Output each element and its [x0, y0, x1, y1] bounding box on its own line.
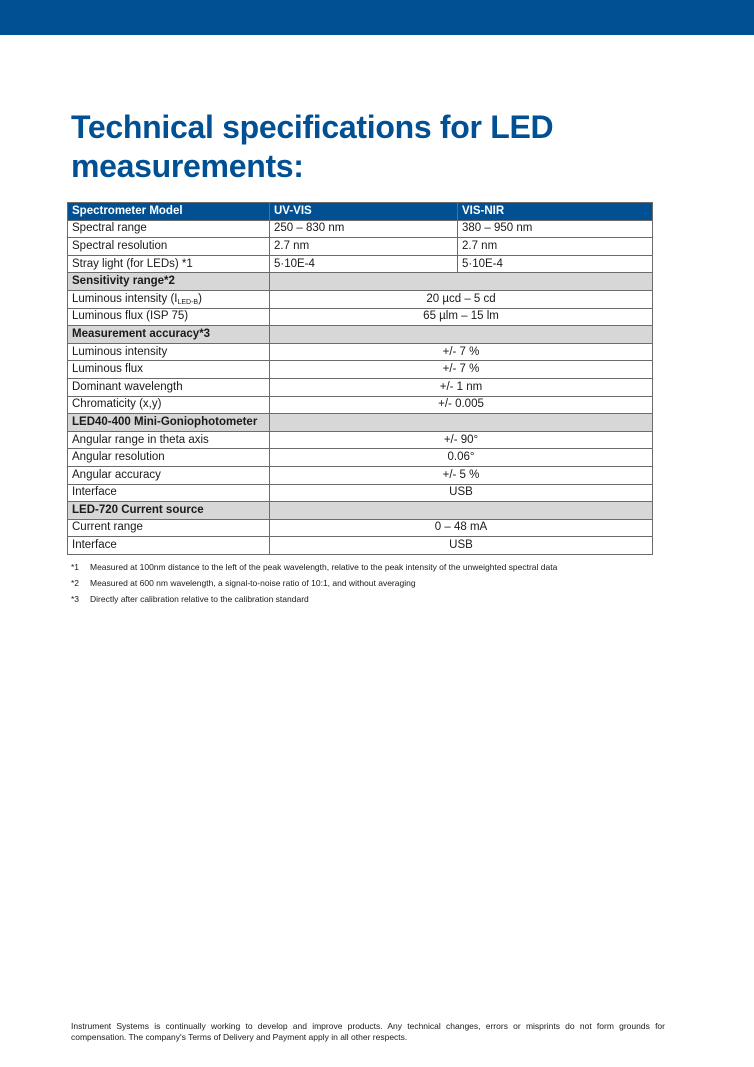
merged-value: +/- 7 % — [270, 343, 653, 361]
merged-value: +/- 1 nm — [270, 378, 653, 396]
section-row-sensitivity — [68, 273, 653, 291]
luminous-intensity-label-close: ) — [198, 292, 202, 305]
footnote-3 — [71, 593, 631, 609]
footnote-text: Measured at 100nm distance to the left of the peak wavelength, relative to the peak intensity of the unweighted spectral data — [90, 562, 558, 572]
row-label: Dominant wavelength — [68, 378, 270, 396]
footnote-2 — [71, 577, 631, 593]
header-cell-uv-vis: UV-VIS — [270, 203, 458, 221]
row-label: Angular range in theta axis — [68, 431, 270, 449]
merged-value: +/- 7 % — [270, 361, 653, 379]
table-row — [68, 484, 653, 502]
section-filler — [270, 414, 653, 432]
section-label: LED-720 Current source — [68, 502, 270, 520]
header-cell-vis-nir: VIS-NIR — [458, 203, 653, 221]
row-label: Luminous flux (ISP 75) — [68, 308, 270, 326]
row-label: Luminous intensity — [68, 343, 270, 361]
table-row — [68, 290, 653, 308]
section-row-current-source — [68, 502, 653, 520]
footnote-1 — [71, 561, 631, 577]
legal-footer: Instrument Systems is continually working to develop and improve products. Any technical changes, errors or misprints do not form grounds for compensation. The company's Terms of Delivery and Payment apply in all other respects. — [71, 1021, 665, 1042]
row-label: Angular resolution — [68, 449, 270, 467]
merged-value: 0.06° — [270, 449, 653, 467]
merged-value: +/- 0.005 — [270, 396, 653, 414]
section-filler — [270, 326, 653, 344]
merged-value: 0 – 48 mA — [270, 519, 653, 537]
specifications-table — [67, 202, 653, 555]
row-label: Spectral range — [68, 220, 270, 238]
table-row — [68, 396, 653, 414]
header-band — [0, 0, 754, 35]
footnote-text: Directly after calibration relative to the calibration standard — [90, 594, 309, 604]
section-row-goniophotometer — [68, 414, 653, 432]
footnotes — [71, 561, 631, 609]
table-row — [68, 519, 653, 537]
uv-vis-value: 2.7 nm — [270, 238, 458, 256]
table-row — [68, 255, 653, 273]
merged-value: 20 µcd – 5 cd — [270, 290, 653, 308]
row-label: Angular accuracy — [68, 466, 270, 484]
led-b-subscript: LED-B — [177, 298, 199, 306]
section-row-accuracy — [68, 326, 653, 344]
table-row — [68, 466, 653, 484]
row-label: Spectral resolution — [68, 238, 270, 256]
section-label: LED40-400 Mini-Goniophotometer — [68, 414, 270, 432]
table-row — [68, 220, 653, 238]
vis-nir-value: 5·10E-4 — [458, 255, 653, 273]
row-label: Current range — [68, 519, 270, 537]
merged-value: USB — [270, 484, 653, 502]
uv-vis-value: 250 – 830 nm — [270, 220, 458, 238]
table-row — [68, 537, 653, 555]
uv-vis-value: 5·10E-4 — [270, 255, 458, 273]
row-label — [68, 290, 270, 308]
page-title — [71, 108, 631, 186]
vis-nir-value: 2.7 nm — [458, 238, 653, 256]
section-label: Sensitivity range*2 — [68, 273, 270, 291]
vis-nir-value: 380 – 950 nm — [458, 220, 653, 238]
row-label: Stray light (for LEDs) *1 — [68, 255, 270, 273]
section-filler — [270, 273, 653, 291]
row-label: Interface — [68, 537, 270, 555]
merged-value: USB — [270, 537, 653, 555]
table-row — [68, 343, 653, 361]
table-row — [68, 361, 653, 379]
footnote-text: Measured at 600 nm wavelength, a signal-to-noise ratio of 10:1, and without averaging — [90, 578, 416, 588]
merged-value: +/- 5 % — [270, 466, 653, 484]
footnote-mark: *1 — [71, 562, 80, 572]
merged-value: +/- 90° — [270, 431, 653, 449]
footnote-mark: *2 — [71, 578, 80, 588]
section-filler — [270, 502, 653, 520]
footnote-mark: *3 — [71, 594, 80, 604]
table-row — [68, 238, 653, 256]
page-title-line-2: measurements: — [71, 148, 304, 184]
merged-value: 65 µlm – 15 lm — [270, 308, 653, 326]
header-cell-spectrometer-model: Spectrometer Model — [68, 203, 270, 221]
table-row — [68, 449, 653, 467]
row-label: Luminous flux — [68, 361, 270, 379]
table-header-row — [68, 203, 653, 221]
table-row — [68, 308, 653, 326]
table-row — [68, 378, 653, 396]
section-label: Measurement accuracy*3 — [68, 326, 270, 344]
page-title-line-1: Technical specifications for LED — [71, 109, 554, 145]
luminous-intensity-label: Luminous intensity (I — [72, 292, 178, 305]
table-row — [68, 431, 653, 449]
row-label: Chromaticity (x,y) — [68, 396, 270, 414]
row-label: Interface — [68, 484, 270, 502]
